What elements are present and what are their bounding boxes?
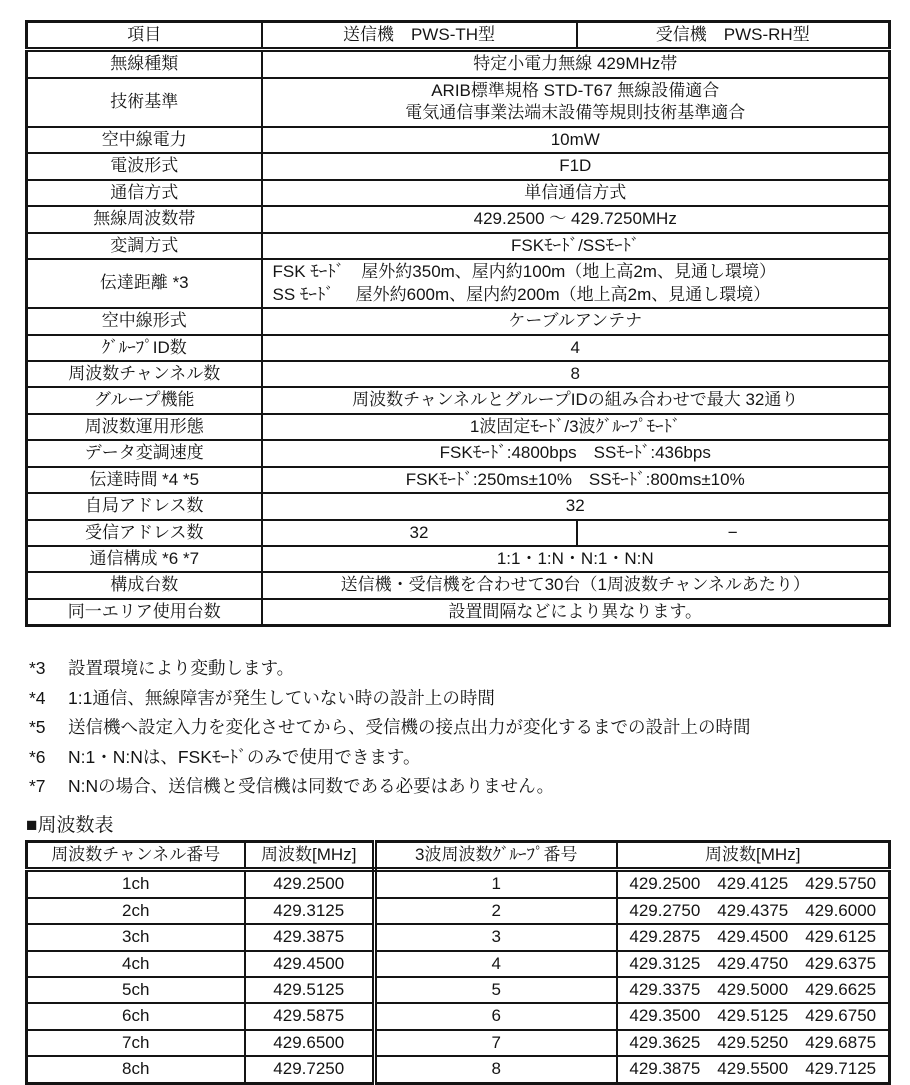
spec-row-value: 429.2500 ～ 429.7250MHz (262, 206, 890, 232)
spec-row (27, 387, 890, 413)
spec-row-value: 設置間隔などにより異なります。 (262, 599, 890, 626)
spec-row-label: 自局アドレス数 (27, 493, 262, 519)
freq-cell-freqs: 429.3500 429.5125 429.6750 (617, 1003, 890, 1029)
freq-cell-ch: 7ch (27, 1030, 245, 1056)
spec-row (27, 259, 890, 308)
spec-header-receiver: 受信機 PWS-RH型 (577, 22, 890, 50)
spec-header-item: 項目 (27, 22, 262, 50)
spec-row-value: 1:1・1:N・N:1・N:N (262, 546, 890, 572)
spec-row-value-line: ARIB標準規格 STD-T67 無線設備適合 (431, 80, 720, 100)
freq-cell-ch: 8ch (27, 1056, 245, 1083)
freq-row (27, 1003, 890, 1029)
freq-cell-ch: 1ch (27, 870, 245, 898)
spec-row-value: 特定小電力無線 429MHz帯 (262, 50, 890, 78)
footnote-text: 設置環境により変動します。 (68, 658, 295, 679)
freq-cell-freq: 429.3875 (245, 924, 375, 950)
spec-row-label: 空中線形式 (27, 308, 262, 334)
freq-cell-freq: 429.3125 (245, 898, 375, 924)
spec-row-label: 電波形式 (27, 153, 262, 179)
freq-cell-freq: 429.4500 (245, 951, 375, 977)
freq-header-row (27, 841, 890, 869)
freq-cell-group: 7 (375, 1030, 617, 1056)
spec-table (25, 20, 891, 627)
spec-row-value: FSKﾓｰﾄﾞ:4800bps SSﾓｰﾄﾞ:436bps (262, 440, 890, 466)
freq-cell-group: 8 (375, 1056, 617, 1083)
spec-row-label: 無線周波数帯 (27, 206, 262, 232)
freq-cell-freq: 429.7250 (245, 1056, 375, 1083)
spec-row-label: 通信方式 (27, 180, 262, 206)
spec-row (27, 335, 890, 361)
spec-row (27, 233, 890, 259)
spec-row-value: 32 (262, 493, 890, 519)
spec-row-value: 10mW (262, 127, 890, 153)
footnote-marker: *7 (29, 776, 46, 797)
footnote-marker: *6 (29, 746, 46, 767)
freq-cell-freq: 429.5875 (245, 1003, 375, 1029)
footnotes-block (25, 654, 888, 802)
spec-row-value: ケーブルアンテナ (262, 308, 890, 334)
freq-cell-freqs: 429.3375 429.5000 429.6625 (617, 977, 890, 1003)
freq-row (27, 1030, 890, 1056)
spec-row (27, 599, 890, 626)
freq-cell-group: 6 (375, 1003, 617, 1029)
freq-cell-freq: 429.2500 (245, 870, 375, 898)
spec-row (27, 520, 890, 546)
freq-cell-freq: 429.5125 (245, 977, 375, 1003)
footnote-text: N:1・N:Nは、FSKﾓｰﾄﾞのみで使用できます。 (68, 746, 421, 767)
freq-cell-ch: 3ch (27, 924, 245, 950)
spec-row-value: 8 (262, 361, 890, 387)
footnote-text: 送信機へ設定入力を変化させてから、受信機の接点出力が変化するまでの設計上の時間 (68, 717, 751, 738)
spec-row (27, 546, 890, 572)
freq-row (27, 924, 890, 950)
spec-row-label: データ変調速度 (27, 440, 262, 466)
freq-row (27, 870, 890, 898)
frequency-table (25, 840, 891, 1085)
spec-row-value: 周波数チャンネルとグループIDの組み合わせで最大 32通り (262, 387, 890, 413)
freq-cell-ch: 4ch (27, 951, 245, 977)
footnote (29, 772, 888, 802)
freq-cell-group: 5 (375, 977, 617, 1003)
footnote (29, 684, 888, 714)
freq-row (27, 951, 890, 977)
spec-row (27, 78, 890, 127)
freq-cell-freqs: 429.3625 429.5250 429.6875 (617, 1030, 890, 1056)
spec-row-value: FSKﾓｰﾄﾞ:250ms±10% SSﾓｰﾄﾞ:800ms±10% (262, 467, 890, 493)
spec-row-label: 周波数運用形態 (27, 414, 262, 440)
spec-row-label: 伝達時間 *4 *5 (27, 467, 262, 493)
footnote-text: N:Nの場合、送信機と受信機は同数である必要はありません。 (68, 776, 555, 797)
spec-row-label: 通信構成 *6 *7 (27, 546, 262, 572)
freq-header-cell: 周波数チャンネル番号 (27, 841, 245, 869)
freq-header-cell: 周波数[MHz] (617, 841, 890, 869)
spec-row-value: FSKﾓｰﾄﾞ/SSﾓｰﾄﾞ (262, 233, 890, 259)
spec-row-value: F1D (262, 153, 890, 179)
footnote-marker: *3 (29, 658, 46, 679)
spec-row (27, 361, 890, 387)
spec-row-label: 無線種類 (27, 50, 262, 78)
spec-row-value-line: FSK ﾓｰﾄﾞ 屋外約350m、屋内約100m（地上高2m、見通し環境） (272, 262, 776, 282)
spec-row (27, 180, 890, 206)
spec-row (27, 127, 890, 153)
spec-row-label: グループ機能 (27, 387, 262, 413)
freq-cell-freqs: 429.2875 429.4500 429.6125 (617, 924, 890, 950)
spec-row-value-rx: − (577, 520, 890, 546)
freq-cell-freq: 429.6500 (245, 1030, 375, 1056)
spec-row (27, 440, 890, 466)
spec-row-value: 4 (262, 335, 890, 361)
spec-row-label: 変調方式 (27, 233, 262, 259)
spec-row-value: 1波固定ﾓｰﾄﾞ/3波ｸﾞﾙｰﾌﾟﾓｰﾄﾞ (262, 414, 890, 440)
spec-row-label: 構成台数 (27, 572, 262, 598)
spec-row-value: 送信機・受信機を合わせて30台（1周波数チャンネルあたり） (262, 572, 890, 598)
freq-table-title: ■周波数表 (26, 814, 114, 836)
spec-row-label: 受信アドレス数 (27, 520, 262, 546)
freq-cell-ch: 5ch (27, 977, 245, 1003)
spec-row-value (262, 259, 890, 308)
freq-row (27, 1056, 890, 1083)
spec-row (27, 493, 890, 519)
freq-cell-freqs: 429.3125 429.4750 429.6375 (617, 951, 890, 977)
spec-row-value: 単信通信方式 (262, 180, 890, 206)
spec-row-label: 同一エリア使用台数 (27, 599, 262, 626)
freq-cell-group: 1 (375, 870, 617, 898)
spec-row (27, 206, 890, 232)
freq-row (27, 898, 890, 924)
spec-row-label: 空中線電力 (27, 127, 262, 153)
footnote-marker: *5 (29, 717, 46, 738)
footnote-text: 1:1通信、無線障害が発生していない時の設計上の時間 (68, 687, 495, 708)
footnote (29, 654, 888, 684)
freq-cell-freqs: 429.3875 429.5500 429.7125 (617, 1056, 890, 1083)
spec-header-transmitter: 送信機 PWS-TH型 (262, 22, 577, 50)
spec-row-label: 技術基準 (27, 78, 262, 127)
freq-header-cell: 周波数[MHz] (245, 841, 375, 869)
spec-row (27, 308, 890, 334)
spec-row-value-tx: 32 (262, 520, 577, 546)
freq-cell-group: 3 (375, 924, 617, 950)
freq-cell-ch: 2ch (27, 898, 245, 924)
spec-row-value-line: 電気通信事業法端末設備等規則技術基準適合 (405, 103, 746, 123)
spec-row (27, 50, 890, 78)
spec-row (27, 572, 890, 598)
spec-row (27, 153, 890, 179)
footnote (29, 743, 888, 773)
spec-row-value (262, 78, 890, 127)
freq-header-cell: 3波周波数ｸﾞﾙｰﾌﾟ番号 (375, 841, 617, 869)
freq-cell-ch: 6ch (27, 1003, 245, 1029)
spec-row-label: ｸﾞﾙｰﾌﾟID数 (27, 335, 262, 361)
spec-row-value-line: SS ﾓｰﾄﾞ 屋外約600m、屋内約200m（地上高2m、見通し環境） (272, 284, 771, 304)
footnote-marker: *4 (29, 687, 46, 708)
spec-row (27, 414, 890, 440)
spec-row-label: 伝達距離 *3 (27, 259, 262, 308)
spec-header-row (27, 22, 890, 50)
spec-row (27, 467, 890, 493)
freq-cell-freqs: 429.2500 429.4125 429.5750 (617, 870, 890, 898)
freq-cell-freqs: 429.2750 429.4375 429.6000 (617, 898, 890, 924)
freq-cell-group: 4 (375, 951, 617, 977)
spec-row-label: 周波数チャンネル数 (27, 361, 262, 387)
footnote (29, 713, 888, 743)
freq-row (27, 977, 890, 1003)
freq-cell-group: 2 (375, 898, 617, 924)
